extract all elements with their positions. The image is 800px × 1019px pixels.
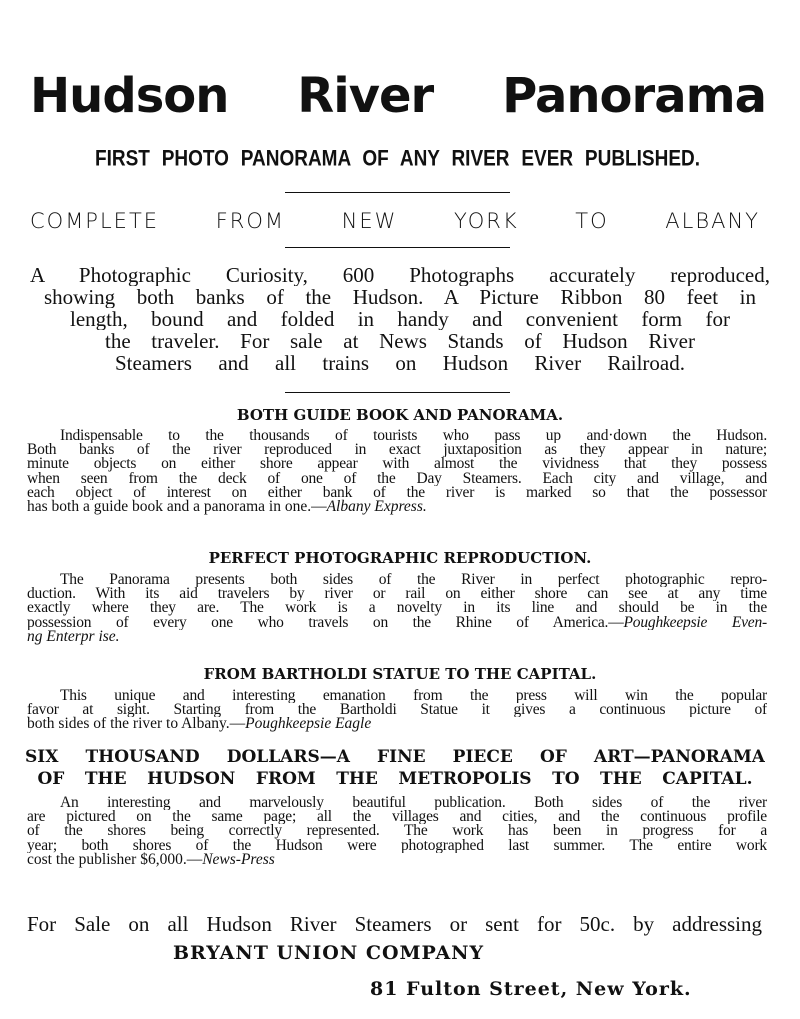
intro-line: Steamers and all trains on Hudson River Railroad. [115, 352, 685, 374]
body-line: year; both shores of the Hudson were photographed last summer. The entire work [27, 838, 767, 853]
company-name: BRYANT UNION COMPANY [173, 942, 485, 964]
body-line: minute objects on either shore appear with almost the vividness that they possess [27, 457, 767, 472]
section-heading: PERFECT PHOTOGRAPHIC REPRODUCTION. [208, 549, 592, 567]
heading-line: SIX THOUSAND DOLLARS—A FINE PIECE OF ART—PANORAMA [25, 747, 765, 767]
body-line: each object of interest on either bank of the river is marked so that the possessor [27, 485, 767, 501]
section-body [27, 573, 767, 644]
company-address: 81 Fulton Street, New York. [370, 978, 692, 1000]
body-line: Both banks of the river reproduced in exact juxtaposition as they appear in nature; [27, 443, 767, 458]
section-body [27, 429, 767, 514]
section-body [27, 689, 767, 732]
body-line: cost the publisher $6,000.— [27, 850, 203, 868]
for-sale-line: For Sale on all Hudson River Steamers or sent for 50c. by addressing [27, 912, 762, 936]
body-line: This unique and interesting emanation from the press will win the popular [60, 689, 767, 704]
intro-line: the traveler. For sale at News Stands of Hudson River [105, 330, 695, 352]
body-line: of the shores being correctly represented. The work has been in progress for a [27, 824, 767, 839]
quote-source: News-Press [202, 850, 275, 868]
section-heading [25, 746, 765, 790]
body-line: exactly where they are. The work is a novelty in its line and should be in the [27, 601, 767, 616]
ad-subtitle: FIRST PHOTO PANORAMA OF ANY RIVER EVER PUBLISHED. [95, 147, 700, 172]
quote-source: Poughkeepsie Even- [623, 615, 767, 630]
quote-source: Poughkeepsie Eagle [245, 715, 372, 733]
body-line: duction. With its aid travelers by river or rail on either shore can see at any time [27, 587, 767, 602]
intro-line: length, bound and folded in handy and convenient form for [70, 308, 730, 330]
body-line: favor at sight. Starting from the Bartholdi Statue it gives a continuous picture of [27, 703, 767, 718]
body-line: The Panorama presents both sides of the River in perfect photographic repro- [60, 573, 767, 588]
divider [285, 192, 510, 193]
body-line: are pictured on the same page; all the villages and cities, and the continuous profile [27, 810, 767, 825]
section-heading: BOTH GUIDE BOOK AND PANORAMA. [236, 406, 564, 424]
quote-source: Albany Express. [326, 498, 427, 516]
quote-source: ng Enterpr ise. [27, 627, 120, 645]
intro-line: A Photographic Curiosity, 600 Photographs accurately reproduced, [30, 264, 770, 286]
divider [285, 392, 510, 393]
body-line: both sides of the river to Albany.— [27, 715, 246, 733]
intro-line: showing both banks of the Hudson. A Picture Ribbon 80 feet in [44, 286, 756, 308]
body-line: when seen from the deck of one of the Day Steamers. Each city and village, and [27, 471, 767, 486]
intro-paragraph [0, 264, 800, 374]
body-line: has both a guide book and a panorama in one.— [27, 498, 327, 516]
tagline: COMPLETE FROM NEW YORK TO ALBANY [30, 209, 760, 233]
section-body [27, 796, 767, 867]
divider [285, 247, 510, 248]
heading-line: OF THE HUDSON FROM THE METROPOLIS TO THE CAPITAL. [37, 769, 753, 789]
body-line: An interesting and marvelously beautiful publication. Both sides of the river [60, 796, 767, 811]
ad-title: Hudson River Panorama [30, 68, 766, 124]
body-line: possession of every one who travels on the Rhine of America.— [27, 615, 624, 630]
section-heading: FROM BARTHOLDI STATUE TO THE CAPITAL. [203, 665, 597, 683]
body-line: Indispensable to the thousands of tourists who pass up and·down the Hudson. [60, 429, 767, 444]
